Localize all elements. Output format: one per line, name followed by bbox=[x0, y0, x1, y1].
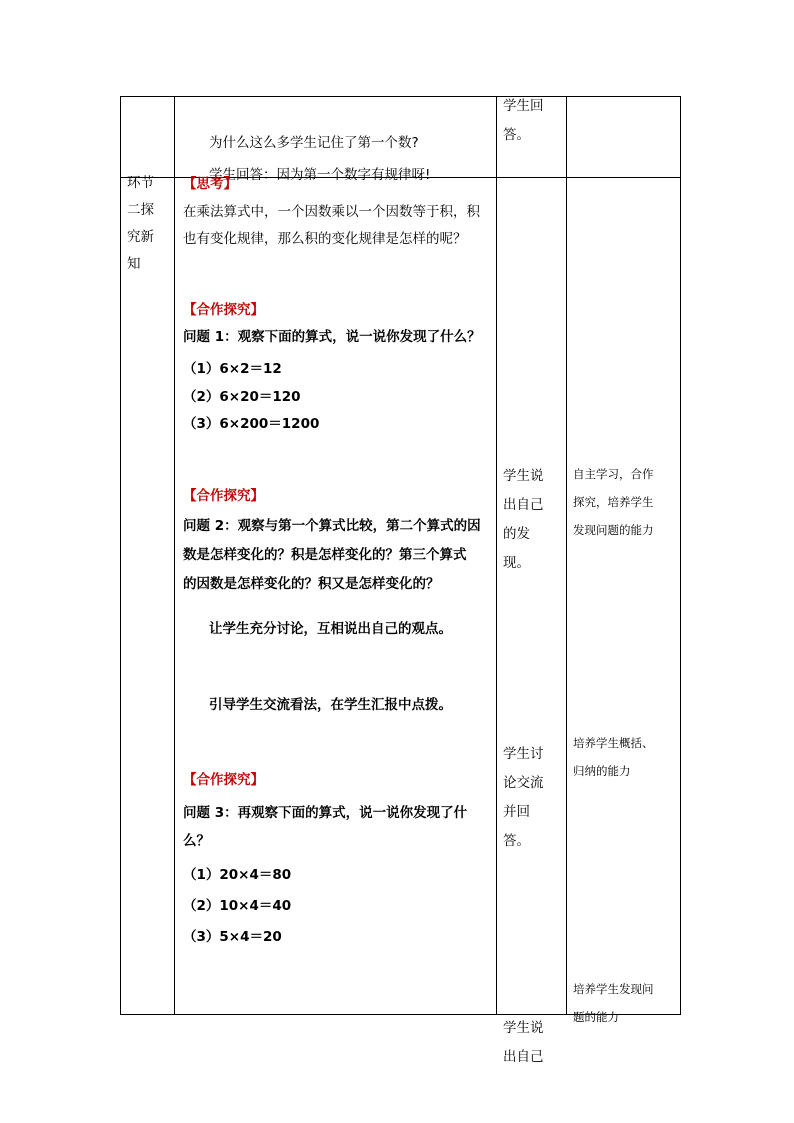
design-note-c: 培养学生发现问 题的能力 bbox=[573, 982, 654, 1024]
question-text: 为什么这么多学生记住了第一个数? bbox=[209, 135, 419, 151]
design-intent-cell bbox=[567, 178, 681, 1024]
answer-text: 学生回答：因为第一个数字有规律呀! bbox=[209, 167, 431, 183]
question-1-items: （1）6×2＝12 （2）6×20＝120 （3）6×200＝1200 bbox=[183, 361, 320, 432]
stage-label: 环节 二探 究新 知 bbox=[127, 175, 154, 272]
student-response-a: 学生说 出自己 的发 现。 bbox=[503, 468, 544, 571]
student-response: 学生回 答。 bbox=[503, 98, 544, 143]
question-3: 问题 3：再观察下面的算式，说一说你发现了什 么？ bbox=[183, 805, 468, 849]
stage-cell bbox=[121, 175, 175, 1015]
think-paragraph: 在乘法算式中，一个因数乘以一个因数等于积，积 也有变化规律，那么积的变化规律是怎样的呢？ bbox=[183, 204, 480, 247]
question-1: 问题 1：观察下面的算式，说一说你发现了什么？ bbox=[183, 329, 481, 345]
guide-text: 引导学生交流看法，在学生汇报中点拨。 bbox=[209, 697, 452, 713]
student-activity-cell bbox=[497, 178, 567, 1065]
student-response-b: 学生讨 论交流 并回 答。 bbox=[503, 746, 544, 849]
stage-cell-empty bbox=[121, 97, 175, 178]
design-intent-cell-empty bbox=[567, 97, 681, 178]
coop-tag: 【合作探究】 bbox=[183, 488, 264, 504]
table-row bbox=[121, 97, 681, 178]
lesson-plan-table bbox=[120, 96, 681, 1065]
teacher-activity-cell bbox=[175, 97, 497, 183]
question-3-items: （1）20×4＝80 （2）10×4＝40 （3）5×4＝20 bbox=[183, 867, 292, 945]
question-2: 问题 2：观察与第一个算式比较，第二个算式的因 数是怎样变化的？积是怎样变化的？第三个算式 的因数是怎样变化的？积又是怎样变化的？ bbox=[183, 518, 481, 592]
coop-tag: 【合作探究】 bbox=[183, 772, 264, 788]
student-activity-cell bbox=[497, 97, 567, 178]
design-note-a: 自主学习，合作 探究，培养学生 发现问题的能力 bbox=[573, 467, 654, 537]
design-note-b: 培养学生概括、 归纳的能力 bbox=[573, 736, 654, 778]
student-response-c: 学生说 出自己 bbox=[503, 1020, 544, 1065]
discuss-text: 让学生充分讨论，互相说出自己的观点。 bbox=[209, 621, 452, 637]
table-row bbox=[121, 178, 681, 1015]
think-tag: 【思考】 bbox=[183, 176, 237, 192]
coop-tag: 【合作探究】 bbox=[183, 302, 264, 318]
teacher-activity-cell bbox=[175, 178, 497, 1015]
